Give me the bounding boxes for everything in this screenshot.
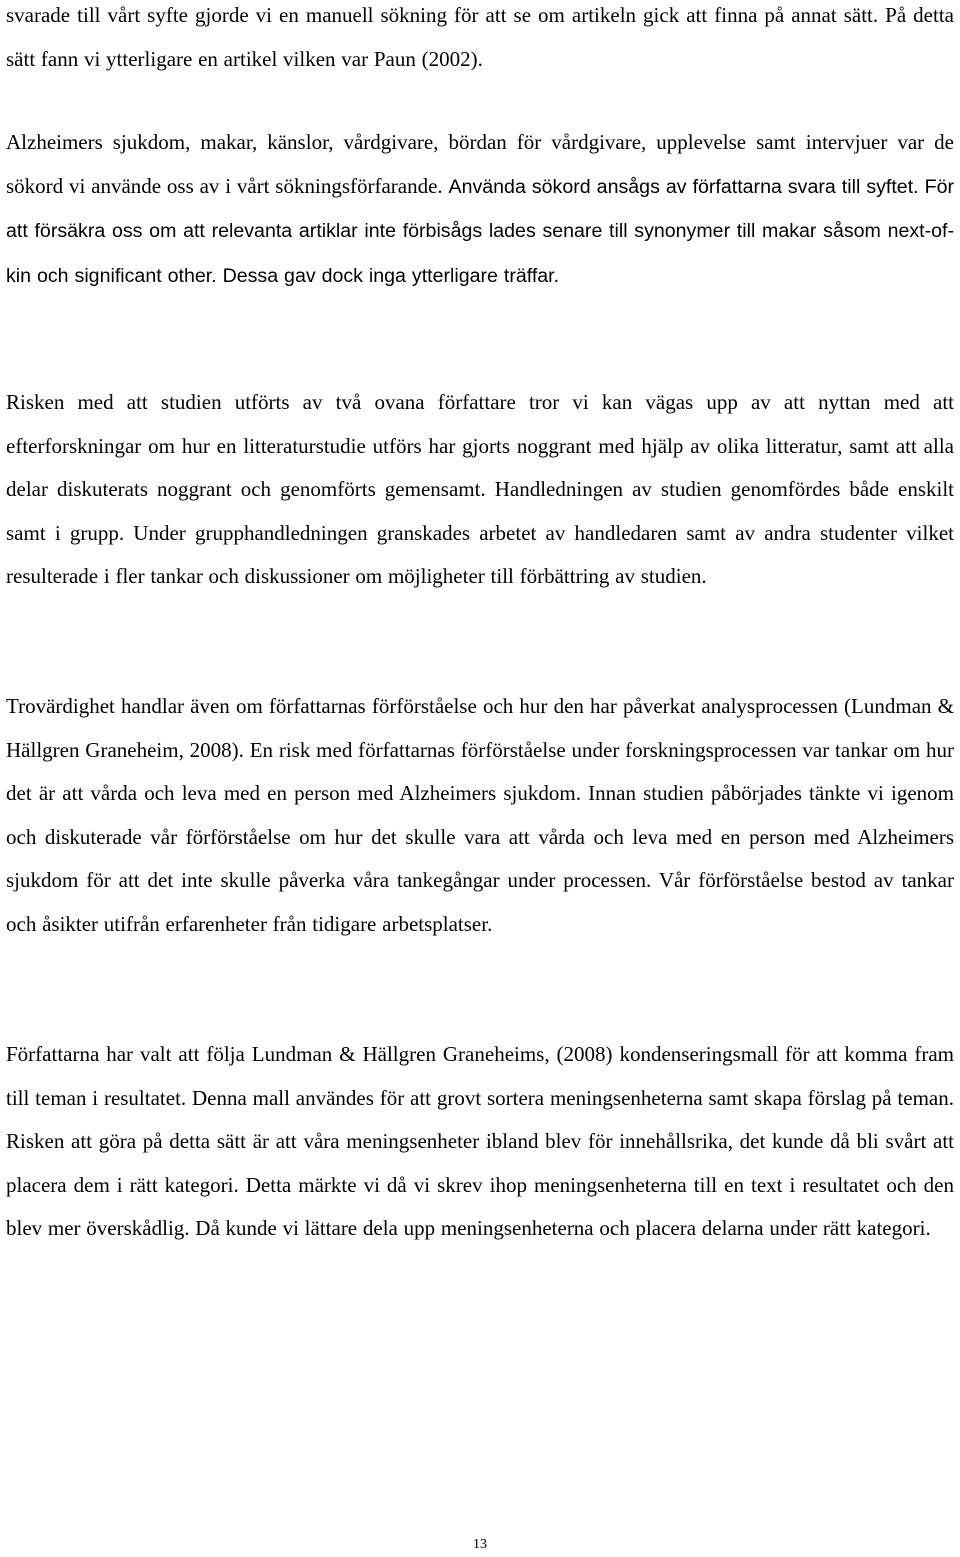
- paragraph-search-terms: [6, 121, 954, 298]
- paragraph-text: Alzheimers sjukdom, makar, känslor, vårdgivare, bördan för vårdgivare, upplevelse samt intervjuer var de sökord vi använde oss av i vårt sökningsförfarande.: [6, 130, 954, 198]
- paragraph-text-sans: Använda sökord ansågs av författarna svara till syftet. För att försäkra oss om att relevanta artiklar inte förbisågs lades senare till synonymer till makar såsom next-of- kin och significant other. Dessa gav dock inga ytterligare träffar.: [6, 175, 954, 287]
- paragraph-text: Författarna har valt att följa Lundman & Hällgren Graneheims, (2008) kondenseringsmall för att komma fram till teman i resultatet. Denna mall användes för att grovt sortera meningsenheterna samt skapa förslag på teman. Risken att göra på detta sätt är att våra meningsenheter ibland blev för innehållsrika, det kunde då bli svårt att placera dem i rätt kategori. Detta märkte vi då vi skrev ihop meningsenheterna till en text i resultatet och den blev mer överskådlig. Då kunde vi lättare dela upp meningsenheterna och placera delarna under rätt kategori.: [6, 1042, 954, 1240]
- paragraph-search-result: [6, 0, 954, 81]
- paragraph-text: Trovärdighet handlar även om författarnas förförståelse och hur den har påverkat analysprocessen (Lundman & Hällgren Graneheim, 2008). En risk med författarnas förförståelse under forskningsprocessen var tankar om hur det är att vårda och leva med en person med Alzheimers sjukdom. Innan studien påbörjades tänkte vi igenom och diskuterade vår förförståelse om hur det skulle vara att vårda och leva med en person med Alzheimers sjukdom för att det inte skulle påverka våra tankegångar under processen. Vår förförståelse bestod av tankar och åsikter utifrån erfarenheter från tidigare arbetsplatser.: [6, 694, 954, 936]
- paragraph-risk: [6, 381, 954, 599]
- paragraph-text: svarade till vårt syfte gjorde vi en manuell sökning för att se om artikeln gick att finna på annat sätt. På detta sätt fann vi ytterligare en artikel vilken var Paun (2002).: [6, 3, 954, 71]
- paragraph-condensation: [6, 1033, 954, 1251]
- paragraph-trustworthiness: [6, 685, 954, 946]
- document-page: [6, 0, 954, 1557]
- paragraph-text: Risken med att studien utförts av två ovana författare tror vi kan vägas upp av att nyttan med att efterforskningar om hur en litteraturstudie utförs har gjorts noggrant med hjälp av olika litteratur, samt att alla delar diskuterats noggrant och genomförts gemensamt. Handledningen av studien genomfördes både enskilt samt i grupp. Under grupphandledningen granskades arbetet av handledaren samt av andra studenter vilket resulterade i fler tankar och diskussioner om möjligheter till förbättring av studien.: [6, 390, 954, 588]
- page-number: 13: [473, 1537, 487, 1552]
